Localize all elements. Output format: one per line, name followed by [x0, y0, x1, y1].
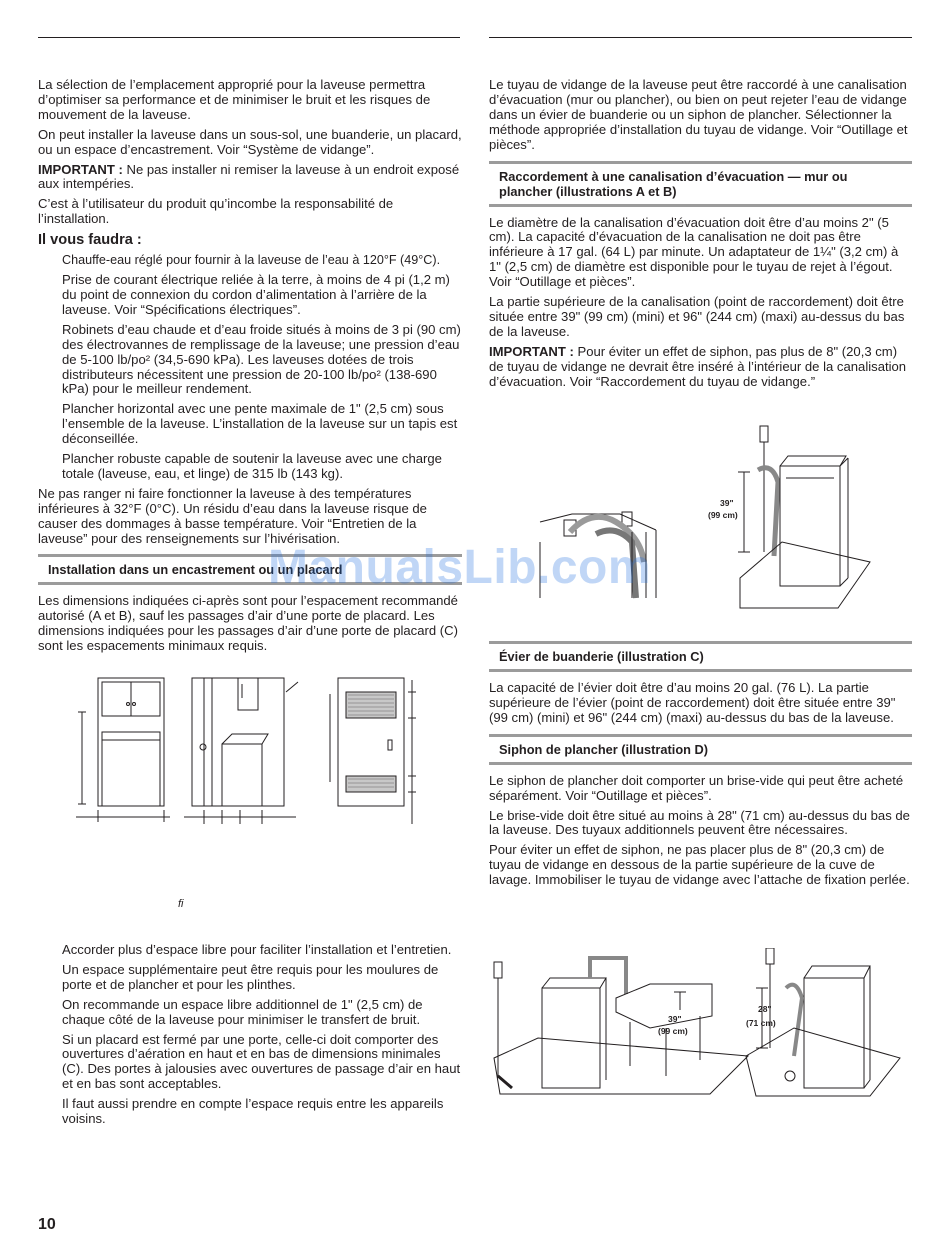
- need-item: Plancher robuste capable de soutenir la laveuse avec une charge totale (laveuse, eau, et linge) de 315 lb (143 kg).: [62, 451, 442, 481]
- figure-note: fi: [178, 898, 184, 910]
- responsibility-note: C’est à l’utilisateur du produit qu’incombe la responsabilité de l’installation.: [38, 196, 394, 227]
- left-column-lower: [38, 943, 462, 1132]
- drain-paragraph: Le siphon de plancher doit comporter un brise-vide qui peut être acheté séparément. Voir “Outillage et pièces”.: [489, 772, 904, 803]
- sink-paragraph: La capacité de l’évier doit être d’au moins 20 gal. (76 L). La partie supérieure de l’évier (point de raccordement) doit être située entre 39" (99 cm) (mini) et 96" (244 cm) (maxi) au-dessus du bas de la laveuse.: [489, 680, 896, 725]
- section-heading-standpipe: Raccordement à une canalisation d’évacuation — mur ou plancher (illustrations A et B): [489, 161, 912, 207]
- important-text: Pour éviter un effet de siphon, pas plus de 8" (20,3 cm) de tuyau de vidange ne devrait être inséré à l’intérieur de la canalisation d’évacuation. Voir “Raccordement du tuyau de vidange.”: [489, 343, 907, 389]
- top-rule-left: [38, 37, 460, 38]
- space-item: Un espace supplémentaire peut être requis pour les moulures de porte et de plancher et pour les plinthes.: [62, 961, 439, 992]
- temperature-note: Ne pas ranger ni faire fonctionner la laveuse à des températures inférieures à 32°F (0°C). Un résidu d’eau dans la laveuse risque de causer des dommages à basse température. Voir “Entretien de la laveuse” pour des renseignements sur l’hivérisation.: [38, 485, 427, 546]
- space-item: Il faut aussi prendre en compte l’espace requis entre les appareils voisins.: [62, 1096, 444, 1127]
- page-number: 10: [38, 1216, 56, 1233]
- figure-recess-closet: [72, 672, 432, 832]
- need-heading: Il vous faudra :: [38, 232, 142, 249]
- watermark: ManualsLib.com: [268, 541, 652, 594]
- important-label: IMPORTANT :: [38, 161, 123, 177]
- drain-paragraph: Pour éviter un effet de siphon, ne pas placer plus de 8" (20,3 cm) de tuyau de vidange en dessous de la partie supérieure de la cuve de lavage. Immobiliser le tuyau de vidange avec l’attache de fixation perlée.: [489, 842, 910, 888]
- space-item: On recommande un espace libre additionnel de 1" (2,5 cm) de chaque côté de la laveuse pour minimiser le transfert de bruit.: [62, 996, 423, 1027]
- important-text: Ne pas installer ni remiser la laveuse à un endroit exposé aux intempéries.: [38, 161, 460, 192]
- intro-paragraph: La sélection de l’emplacement approprié pour la laveuse permettra d’optimiser sa performance et de minimiser le bruit et les risques de mouvement de la laveuse.: [38, 77, 431, 122]
- need-item: Chauffe-eau réglé pour fournir à la laveuse de l’eau à 120°F (49°C).: [62, 253, 441, 268]
- important-note: [489, 345, 912, 390]
- section-heading-recess: Installation dans un encastrement ou un placard: [38, 554, 462, 585]
- important-note: [38, 163, 462, 193]
- sink-height-label: 39": [668, 1014, 682, 1024]
- drain-intro: Le tuyau de vidange de la laveuse peut être raccordé à une canalisation d’évacuation (mur ou plancher), ou bien on peut rejeter l’eau de vidange dans un évier de buanderie ou un siphon de plancher. Sélectionner la méthode appropriée d’installation du tuyau de vidange. Voir “Outillage et pièces”.: [489, 77, 908, 152]
- standpipe-paragraph: La partie supérieure de la canalisation (point de raccordement) doit être située entre 39" (99 cm) (mini) et 96" (244 cm) (maxi) au-dessus du bas de la laveuse.: [489, 294, 905, 339]
- drain-height-label: 28": [758, 1004, 772, 1014]
- intro-paragraph: On peut installer la laveuse dans un sous-sol, une buanderie, un placard, ou un espace d’encastrement. Voir “Système de vidange”.: [38, 126, 462, 157]
- important-label: IMPORTANT :: [489, 343, 574, 359]
- space-item: Si un placard est fermé par une porte, celle-ci doit comporter des ouvertures d’aération en haut et en bas de dimensions minimales (C). Des portes à jalousies avec ouvertures de passage d’air en haut et en bas sont acceptables.: [62, 1031, 461, 1092]
- drain-paragraph: Le brise-vide doit être situé au moins à 28" (71 cm) au-dessus du bas de la laveuse. Des tuyaux additionnels peuvent être nécessaires.: [489, 807, 910, 838]
- need-item: Plancher horizontal avec une pente maximale de 1" (2,5 cm) sous l’ensemble de la laveuse. L’installation de la laveuse sur un tapis est déconseillée.: [62, 401, 458, 447]
- drain-height-label: (71 cm): [746, 1018, 776, 1028]
- standpipe-height-label: (99 cm): [708, 510, 738, 520]
- need-item: Prise de courant électrique reliée à la terre, à moins de 4 pi (1,2 m) du point de connexion du cordon d’alimentation à l’arrière de la laveuse. Voir “Spécifications électriques”.: [62, 272, 450, 317]
- right-column: [489, 78, 912, 395]
- standpipe-paragraph: Le diamètre de la canalisation d’évacuation doit être d’au moins 2" (5 cm). La capacité d’évacuation de la canalisation ne doit pas être inférieure à 17 gal. (64 L) par minute. Un adaptateur de 1¼" (3,2 cm) à 1" (2,5 cm) de diamètre est disponible pour le tuyau de rejet à l’égout. Voir “Outillage et pièces”.: [489, 214, 899, 290]
- right-column-sink: [489, 641, 912, 893]
- figure-sink-floor-drain: [490, 948, 912, 1098]
- need-item: Robinets d’eau chaude et d’eau froide situés à moins de 3 pi (90 cm) des électrovannes de remplissage de la laveuse; une pression d’eau de 5-100 lb/po² (34,5-690 kPa). Les laveuses dotées de trois distributeurs nécessitent une pression de 20-100 lb/po² (138-690 kPa) pour le meilleur rendement.: [62, 321, 461, 397]
- section-heading-sink: Évier de buanderie (illustration C): [489, 641, 912, 672]
- recess-paragraph: Les dimensions indiquées ci-après sont pour l’espacement recommandé autorisé (A et B), sauf les passages d’air d’une porte de placard. Les dimensions indiquées pour les passages d’air d’une porte de placard (C) sont les espacements minimaux requis.: [38, 593, 458, 654]
- space-item: Accorder plus d’espace libre pour faciliter l’installation et l’entretien.: [62, 942, 452, 957]
- standpipe-height-label: 39": [720, 498, 734, 508]
- top-rule-right: [489, 37, 912, 38]
- sink-height-label: (99 cm): [658, 1026, 688, 1036]
- section-heading-floor-drain: Siphon de plancher (illustration D): [489, 734, 912, 765]
